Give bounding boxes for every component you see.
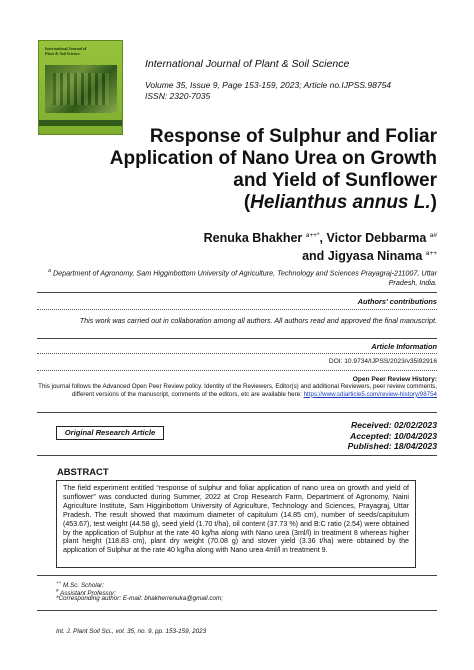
affiliation: $^a$ Department of Agronomy, Sam Higginbottom University of Agriculture, Technology and Sciences Prayagraj-211007, Uttar Pradesh, India. xyxy=(48,268,437,288)
article-type-badge: Original Research Article xyxy=(56,426,164,440)
issn: ISSN: 2320-7035 xyxy=(145,91,211,101)
cover-photo xyxy=(45,65,117,113)
review-history-text: This journal follows the Advanced Open Peer Review policy. Identity of the Reviewers, Editor(s) and additional Reviewers, peer review comments, different versions of the manuscript, comments of the editors, etc are available here: https://www.sdiarticle5.com/review-history/98754 xyxy=(38,383,437,398)
author-name: Renuka Bhakher xyxy=(203,231,303,246)
accepted-date: Accepted: 10/04/2023 xyxy=(350,430,437,441)
divider xyxy=(37,309,437,310)
received-date: Received: 02/02/2023 xyxy=(350,420,437,430)
review-history-link[interactable]: https://www.sdiarticle5.com/review-history/98754 xyxy=(303,390,437,398)
journal-name: International Journal of Plant & Soil Science xyxy=(145,58,350,70)
contributions-text: This work was carried out in collaboration among all authors. All authors read and approved the final manuscript. xyxy=(79,316,437,325)
cover-title: International Journal of Plant & Soil Science xyxy=(45,46,87,56)
journal-cover-image xyxy=(38,40,123,135)
article-info-heading: Article Information xyxy=(371,342,437,351)
volume-line: Volume 35, Issue 9, Page 153-159, 2023; Article no.IJPSS.98754 xyxy=(145,80,392,90)
author-name: Victor Debbarma xyxy=(326,231,427,246)
review-history-heading: Open Peer Review History: xyxy=(352,376,437,383)
footnote-role: ++ M.Sc. Scholar; xyxy=(56,580,104,590)
journal-meta xyxy=(145,80,391,102)
article-dates xyxy=(348,420,437,452)
author-list: Renuka Bhakher $^{a++*}$, Victor Debbarma $^{a\#}$ and Jigyasa Ninama $^{a++}$ xyxy=(203,231,437,264)
divider xyxy=(37,610,437,611)
citation: Int. J. Plant Soil Sci., vol. 35, no. 9, pp. 153-159, 2023 xyxy=(56,628,207,635)
divider xyxy=(37,455,437,456)
footnote-corresponding: *Corresponding author: E-mail: bhakherrenuka@gmail.com; xyxy=(56,595,224,602)
divider xyxy=(37,353,437,354)
author-affil-mark: a++* xyxy=(305,232,320,239)
author-name: Jigyasa Ninama xyxy=(327,249,423,264)
divider xyxy=(37,370,437,371)
divider xyxy=(37,292,437,293)
divider xyxy=(37,338,437,339)
divider xyxy=(37,575,437,576)
abstract-heading: ABSTRACT xyxy=(57,466,109,477)
paper-title: Response of Sulphur and Foliar Application of Nano Urea on Growth and Yield of Sunflower (Helianthus annus L.) xyxy=(109,126,437,213)
species-name: Helianthus annus L. xyxy=(250,192,431,213)
author-affil-mark: a++ xyxy=(425,250,437,258)
published-date: Published: 18/04/2023 xyxy=(347,441,437,451)
author-affil-mark: a# xyxy=(429,232,437,239)
divider xyxy=(37,412,437,413)
contributions-heading: Authors' contributions xyxy=(357,297,437,306)
abstract-text: The field experiment entitled “response of sulphur and foliar application of nano urea on growth and yield of sunflower” was conducted during Summer, 2022 at Crop Research Farm, Department of Agronomy, Naini Agriculture Institute, Sam Higginbottom University of Agriculture, Technology and Sciences, Prayagraj, Uttar Pradesh. The result showed that maximum diameter of capitulum (14.85 cm), number of seeds/capitulum (453.67), test weight (44.58 g), seed yield (1.70 t/ha), oil content (37.73 %) and B:C ratio (2.54) were obtained by the application of Sulphur at the rate 40 kg/ha along with Nano urea (3ml/l) in treatment 8 whereas higher plant height (118.83 cm), plant dry weight (70.08 g) and stover yield (3.36 t/ha) were obtained by the application of Sulphur at the rate 40 kg/ha along with Nano urea 4ml/l in treatment 9. xyxy=(56,480,416,568)
footnote-role: # Assistant Professor; xyxy=(56,588,117,598)
doi: DOI: 10.9734/IJPSS/2023/v35i92916 xyxy=(328,358,437,365)
